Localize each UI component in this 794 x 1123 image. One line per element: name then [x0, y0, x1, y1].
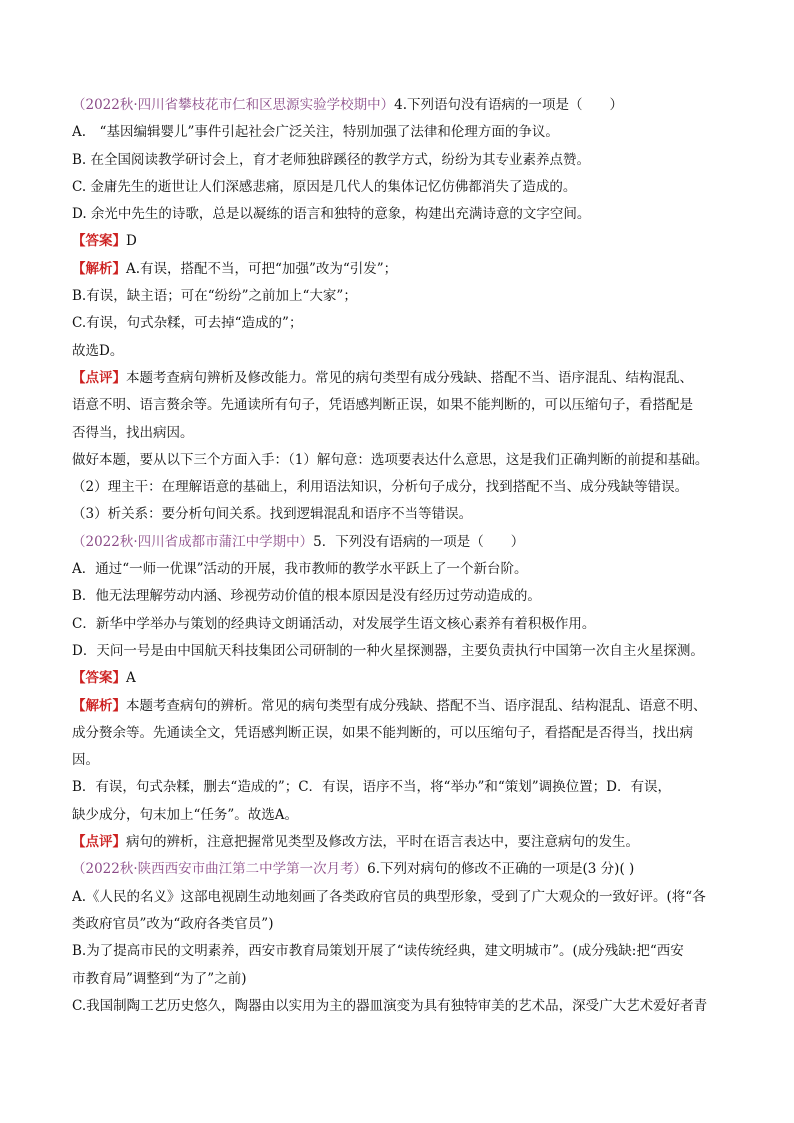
answer-tag: 【答案】 [72, 670, 126, 687]
option-b: B．他无法理解劳动内涵、珍视劳动价值的根本原因是没有经历过劳动造成的。 [72, 588, 541, 605]
analysis-line: 成分赘余等。先通读全文，凭语感判断正误，如果不能判断的，可以压缩句子，看搭配是否得当，找出病 [72, 724, 693, 741]
comment-line: 做好本题，要从以下三个方面入手：（1）解句意：选项要表达什么意思，这是我们正确判断的前提和基础。 [72, 451, 709, 468]
option-d: D．天问一号是由中国航天科技集团公司研制的一种火星探测器，主要负责执行中国第一次自主火星探测。 [72, 642, 704, 659]
comment-line: （2）理主干：在理解语意的基础上，利用语法知识，分析句子成分，找到搭配不当、成分残缺等错误。 [72, 479, 689, 496]
comment-line: 否得当，找出病因。 [72, 424, 194, 441]
comment-tag: 【点评】 [72, 369, 126, 386]
analysis-tag: 【解析】 [72, 260, 126, 277]
answer-value: A [126, 670, 136, 687]
question-source: （2022秋·四川省成都市蒲江中学期中） [72, 533, 314, 550]
analysis-text: 本题考查病句的辨析。常见的病句类型有成分残缺、搭配不当、语序混乱、结构混乱、语意不明、 [126, 697, 707, 714]
analysis-line [72, 256, 730, 283]
answer-line [72, 665, 730, 692]
option-b-cont: 市教育局”调整到“为了”之前) [72, 970, 247, 987]
analysis-line [72, 693, 730, 720]
analysis-line: 缺少成分，句末加上“任务”。故选A。 [72, 806, 299, 823]
comment-line: 语意不明、语言赘余等。先通读所有句子，凭语感判断正误，如果不能判断的，可以压缩句子，看搭配是 [72, 397, 693, 414]
comment-text: 本题考查病句辨析及修改能力。常见的病句类型有成分残缺、搭配不当、语序混乱、结构混乱、 [126, 369, 693, 386]
option-b: B. 在全国阅读教学研讨会上，育才老师独辟蹊径的教学方式，纷纷为其专业素养点赞。 [72, 151, 591, 168]
question-6-header [72, 856, 730, 883]
question-5-header [72, 529, 730, 556]
question-4-header [72, 92, 730, 119]
analysis-tag: 【解析】 [72, 697, 126, 714]
option-a-cont: 类政府官员”改为“政府各类官员”) [72, 915, 274, 932]
option-c: C. 金庸先生的逝世让人们深感悲痛，原因是几代人的集体记忆仿佛都消失了造成的。 [72, 178, 577, 195]
answer-value: D [126, 233, 137, 250]
analysis-line: 故选D。 [72, 342, 124, 359]
option-a: A. “基因编辑婴儿”事件引起社会广泛关注，特别加强了法律和伦理方面的争议。 [72, 124, 559, 141]
option-b: B.为了提高市民的文明素养，西安市教育局策划开展了“读传统经典，建文明城市”。(成分残缺:把“西安 [72, 943, 684, 960]
answer-tag: 【答案】 [72, 233, 126, 250]
analysis-text: A.有误，搭配不当，可把“加强”改为“引发”； [126, 260, 398, 277]
option-a: A．通过“一师一优课”活动的开展，我市教师的教学水平跃上了一个新台阶。 [72, 561, 528, 578]
option-d: D. 余光中先生的诗歌，总是以凝练的语言和独特的意象，构建出充满诗意的文字空间。 [72, 206, 591, 223]
comment-line [72, 829, 730, 856]
comment-line [72, 365, 730, 392]
option-a: A.《人民的名义》这部电视剧生动地刻画了各类政府官员的典型形象，受到了广大观众的一致好评。(将“各 [72, 888, 706, 905]
question-source: （2022秋·四川省攀枝花市仁和区思源实验学校期中） [72, 97, 395, 113]
question-stem: 6.下列对病句的修改不正确的一项是(3 分)( ) [367, 861, 635, 878]
comment-tag: 【点评】 [72, 834, 126, 851]
analysis-line: B．有误，句式杂糅，删去“造成的”；C．有误，语序不当，将“举办”和“策划”调换位置；D．有误， [72, 779, 671, 796]
comment-text: 病句的辨析，注意把握常见类型及修改方法，平时在语言表达中，要注意病句的发生。 [126, 834, 639, 851]
question-source: （2022秋·陕西西安市曲江第二中学第一次月考） [72, 861, 368, 878]
analysis-line: C.有误，句式杂糅，可去掉“造成的”； [72, 315, 303, 332]
question-stem: 5．下列没有语病的一项是（ ） [313, 533, 525, 550]
analysis-line: B.有误，缺主语；可在“纷纷”之前加上“大家”； [72, 288, 357, 305]
answer-line [72, 228, 730, 255]
option-c: C.我国制陶工艺历史悠久，陶器由以实用为主的器皿演变为具有独特审美的艺术品，深受广大艺术爱好者青 [72, 997, 708, 1014]
analysis-line: 因。 [72, 752, 99, 769]
question-stem: 4.下列语句没有语病的一项是（ ） [394, 97, 624, 113]
comment-line: （3）析关系：要分析句间关系。找到逻辑混乱和语序不当等错误。 [72, 506, 473, 523]
option-c: C．新华中学举办与策划的经典诗文朗诵活动，对发展学生语文核心素养有着积极作用。 [72, 615, 596, 632]
